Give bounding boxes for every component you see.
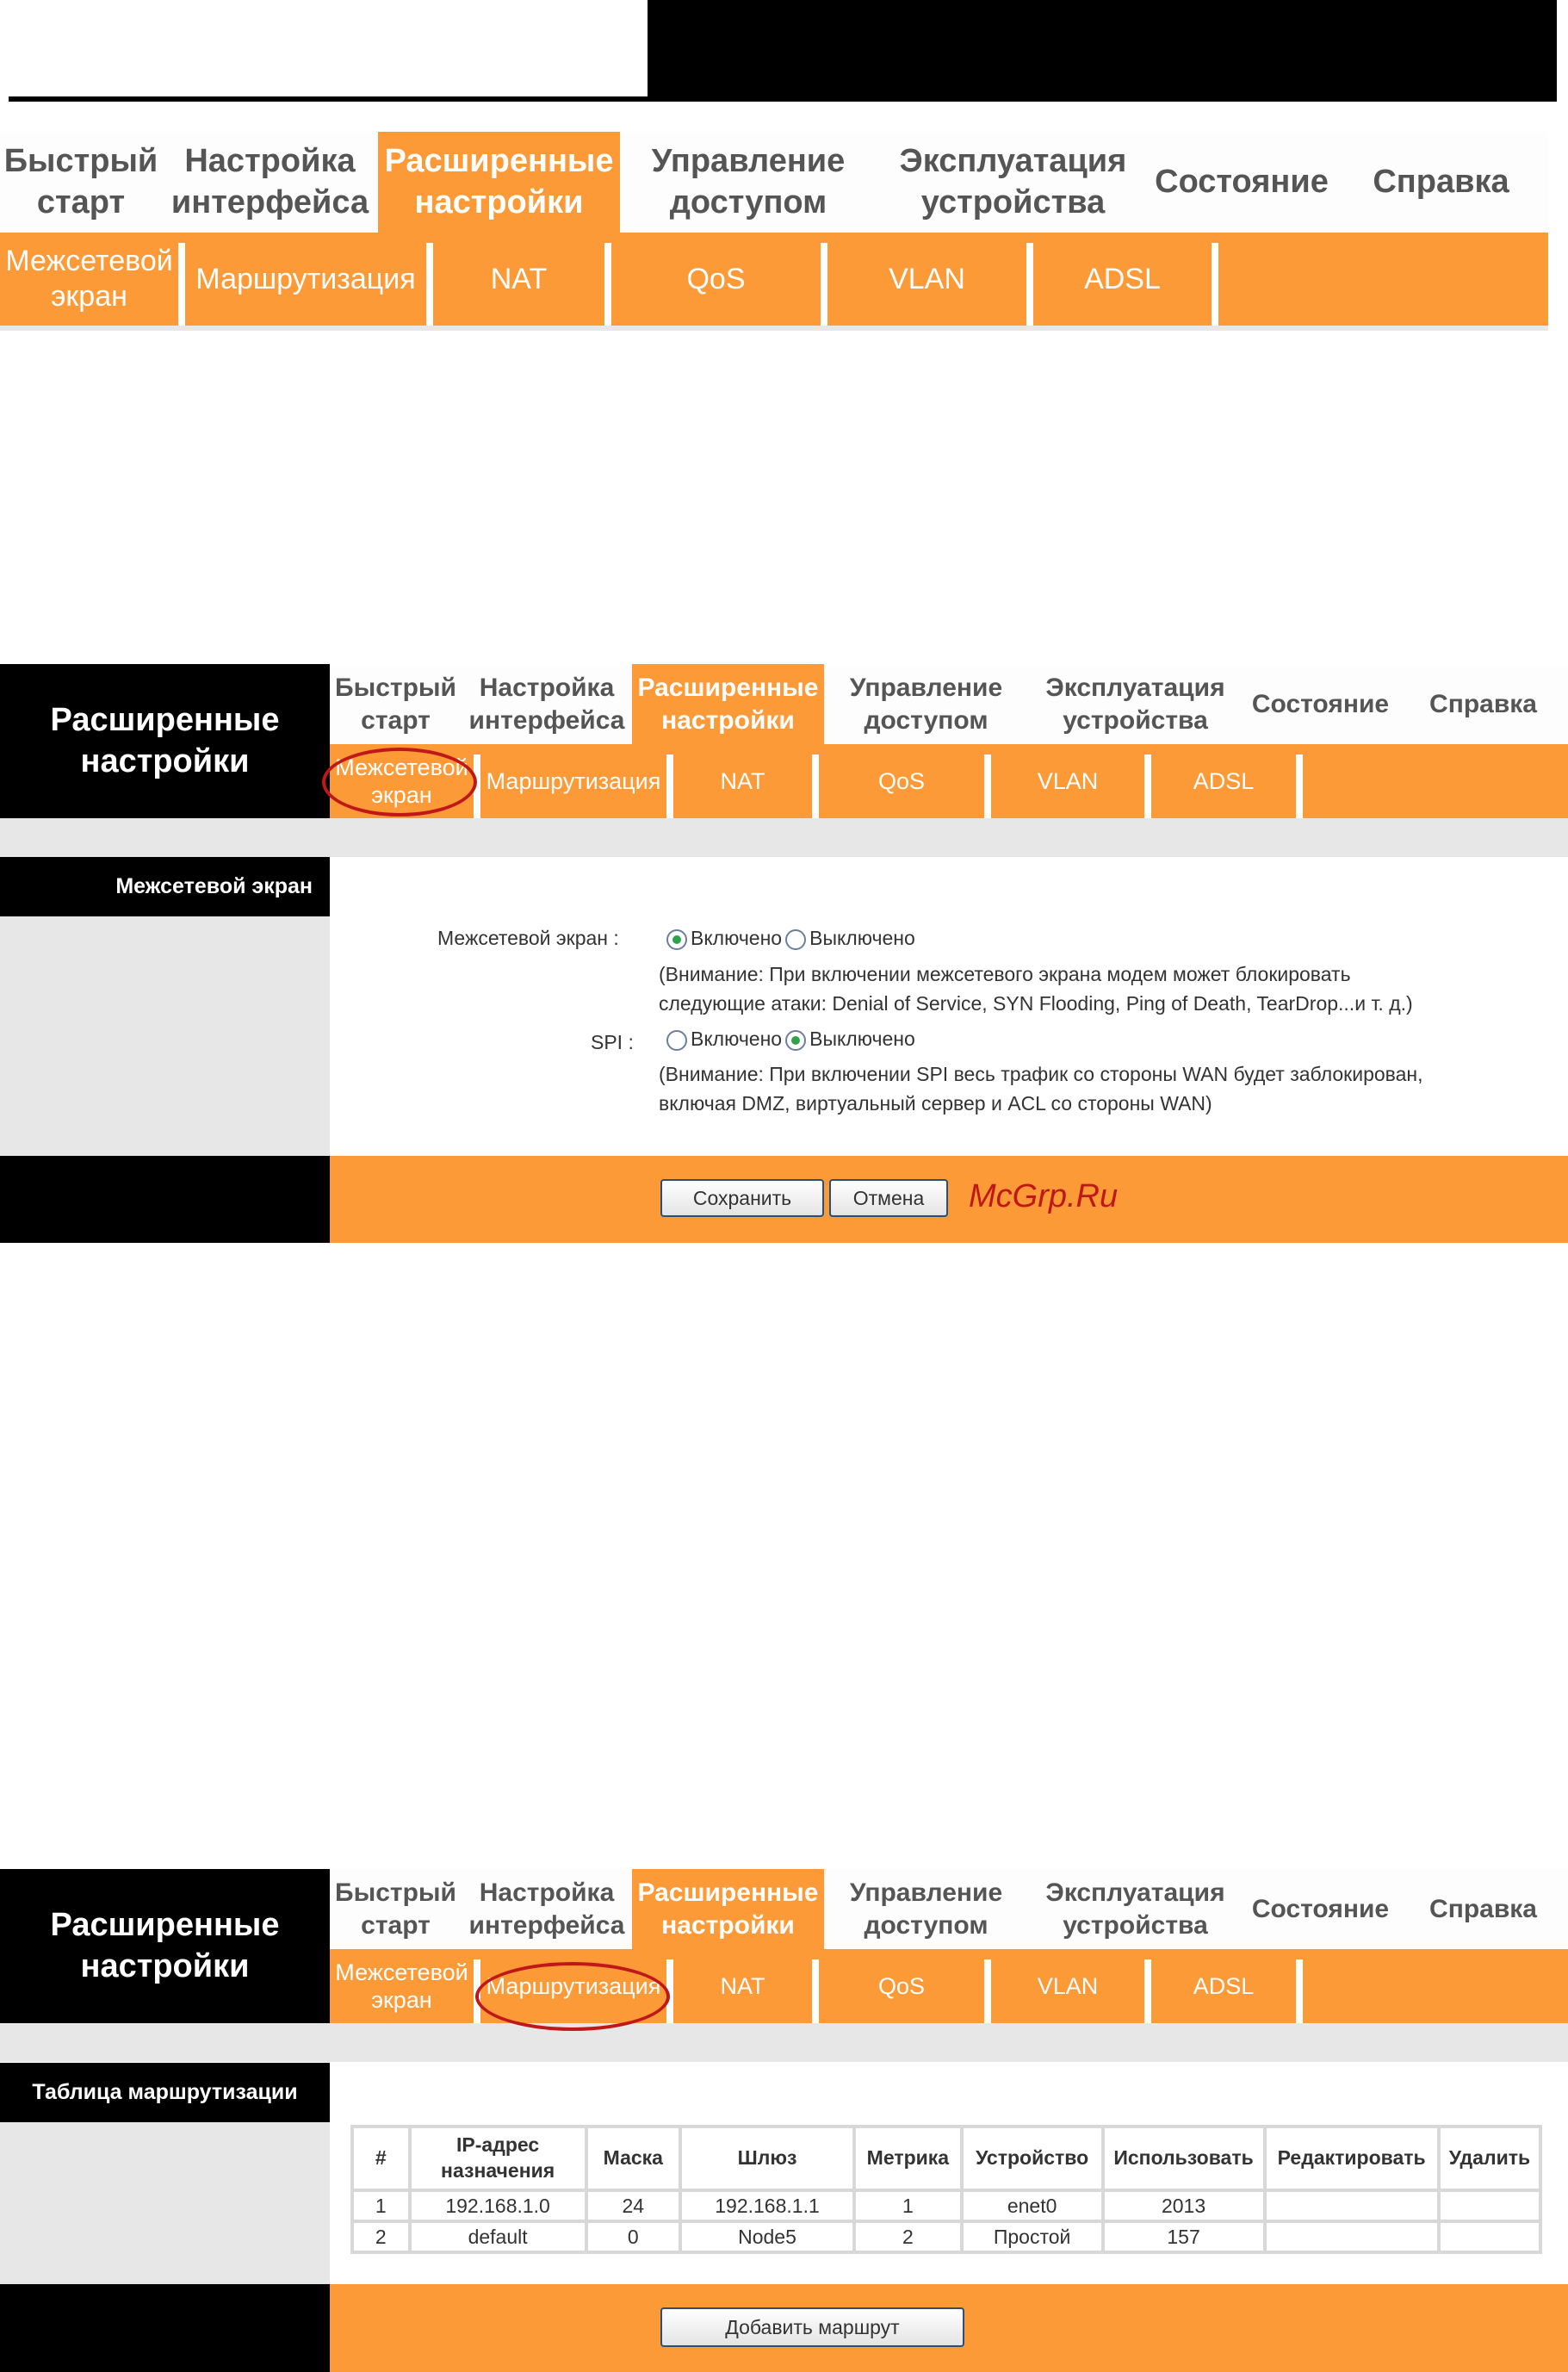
subtab-firewall[interactable]: Межсетевой экран bbox=[330, 744, 474, 818]
save-button[interactable]: Сохранить bbox=[660, 1179, 824, 1217]
column-header: IP-адрес назначения bbox=[412, 2128, 585, 2189]
footer-left bbox=[0, 2284, 330, 2372]
tab-maintenance[interactable]: Эксплуатация устройства bbox=[877, 132, 1150, 233]
table-cell: 157 bbox=[1105, 2223, 1263, 2251]
table-cell: Простой bbox=[964, 2223, 1101, 2251]
nav-underline bbox=[0, 326, 1548, 331]
radio-label: Включено bbox=[691, 927, 783, 949]
tab-status[interactable]: Состояние bbox=[1243, 1869, 1398, 1949]
subtab-adsl[interactable]: ADSL bbox=[1151, 1949, 1296, 2023]
table-row bbox=[354, 2223, 1539, 2251]
logo-area bbox=[0, 0, 648, 96]
subnav-separator bbox=[604, 243, 611, 326]
table-header-row bbox=[354, 2128, 1539, 2189]
subnav-separator bbox=[812, 1959, 819, 2023]
column-header: Устройство bbox=[964, 2128, 1101, 2189]
tab-help[interactable]: Справка bbox=[1398, 664, 1568, 744]
radio-label: Включено bbox=[691, 1028, 783, 1050]
table-cell bbox=[1267, 2192, 1437, 2220]
spi-radio-group bbox=[663, 1028, 915, 1051]
left-column bbox=[0, 916, 330, 1156]
subtab-nat[interactable]: NAT bbox=[673, 744, 812, 818]
table-cell: 0 bbox=[588, 2223, 679, 2251]
footer-bar bbox=[330, 1156, 1568, 1243]
tab-quick-start[interactable]: Быстрый старт bbox=[330, 664, 462, 744]
watermark: McGrp.Ru bbox=[969, 1178, 1119, 1214]
subtab-qos[interactable]: QoS bbox=[611, 233, 821, 326]
firewall-label: Межсетевой экран : bbox=[437, 927, 619, 949]
subnav-separator bbox=[1212, 243, 1218, 326]
tab-help[interactable]: Справка bbox=[1334, 132, 1548, 233]
subnav-separator bbox=[426, 243, 433, 326]
tab-access-management[interactable]: Управление доступом bbox=[824, 664, 1028, 744]
subnav-separator bbox=[666, 754, 673, 818]
tab-status[interactable]: Состояние bbox=[1150, 132, 1334, 233]
spi-note: включая DMZ, виртуальный сервер и ACL со стороны WAN) bbox=[659, 1092, 1212, 1115]
table-row bbox=[354, 2192, 1539, 2220]
column-header: Использовать bbox=[1105, 2128, 1263, 2189]
firewall-radio-on[interactable] bbox=[663, 927, 782, 949]
subtab-qos[interactable]: QoS bbox=[819, 744, 984, 818]
add-route-button[interactable]: Добавить маршрут bbox=[660, 2307, 964, 2347]
table-cell: 2013 bbox=[1105, 2192, 1263, 2220]
radio-label: Выключено bbox=[809, 927, 915, 949]
subtab-vlan[interactable]: VLAN bbox=[991, 744, 1144, 818]
table-cell: 1 bbox=[354, 2192, 408, 2220]
column-header: Шлюз bbox=[682, 2128, 852, 2189]
cancel-button[interactable]: Отмена bbox=[829, 1179, 948, 1217]
highlight-circle bbox=[475, 1962, 670, 2031]
subtab-firewall[interactable]: Межсетевой экран bbox=[330, 1949, 474, 2023]
left-column bbox=[0, 2122, 330, 2284]
tab-advanced-settings[interactable]: Расширенные настройки bbox=[378, 132, 620, 233]
tab-maintenance[interactable]: Эксплуатация устройства bbox=[1028, 664, 1243, 744]
firewall-radio-off[interactable] bbox=[782, 927, 915, 949]
tab-advanced-settings[interactable]: Расширенные настройки bbox=[632, 664, 824, 744]
table-cell: 192.168.1.0 bbox=[412, 2192, 585, 2220]
subtab-adsl[interactable]: ADSL bbox=[1033, 233, 1212, 326]
tab-status[interactable]: Состояние bbox=[1243, 664, 1398, 744]
spi-label: SPI : bbox=[591, 1031, 634, 1053]
subtab-nat[interactable]: NAT bbox=[673, 1949, 812, 2023]
banner bbox=[648, 0, 1557, 102]
tab-quick-start[interactable]: Быстрый старт bbox=[330, 1869, 462, 1949]
tab-interface-setup[interactable]: Настройка интерфейса bbox=[462, 664, 632, 744]
section-title: Расширенные настройки bbox=[0, 1869, 330, 2023]
subnav-separator bbox=[821, 243, 827, 326]
tab-access-management[interactable]: Управление доступом bbox=[824, 1869, 1028, 1949]
panel-header: Межсетевой экран bbox=[0, 857, 330, 916]
subnav-separator bbox=[1296, 1959, 1303, 2023]
table-cell: 1 bbox=[856, 2192, 959, 2220]
firewall-note: следующие атаки: Denial of Service, SYN Flooding, Ping of Death, TearDrop...и т. д.) bbox=[659, 992, 1413, 1015]
table-cell: Node5 bbox=[682, 2223, 852, 2251]
spacer-band bbox=[0, 818, 1568, 857]
tab-access-management[interactable]: Управление доступом bbox=[620, 132, 877, 233]
column-header: Удалить bbox=[1441, 2128, 1539, 2189]
subnav-separator bbox=[1026, 243, 1033, 326]
divider bbox=[9, 96, 648, 102]
spi-radio-off[interactable] bbox=[782, 1028, 915, 1050]
radio-icon bbox=[785, 1030, 806, 1051]
column-header: Маска bbox=[588, 2128, 679, 2189]
table-cell bbox=[1267, 2223, 1437, 2251]
spi-note: (Внимание: При включении SPI весь трафик со стороны WAN будет заблокирован, bbox=[659, 1063, 1423, 1085]
footer-left bbox=[0, 1156, 330, 1243]
tab-interface-setup[interactable]: Настройка интерфейса bbox=[162, 132, 378, 233]
column-header: Редактировать bbox=[1267, 2128, 1437, 2189]
subnav-separator bbox=[178, 243, 185, 326]
tab-maintenance[interactable]: Эксплуатация устройства bbox=[1028, 1869, 1243, 1949]
routing-table bbox=[350, 2125, 1542, 2254]
spi-radio-on[interactable] bbox=[663, 1028, 782, 1050]
firewall-radio-group bbox=[663, 927, 915, 950]
spacer-band bbox=[0, 2023, 1568, 2062]
tab-interface-setup[interactable]: Настройка интерфейса bbox=[462, 1869, 632, 1949]
subnav-separator bbox=[984, 754, 991, 818]
subtab-adsl[interactable]: ADSL bbox=[1151, 744, 1296, 818]
section-title: Расширенные настройки bbox=[0, 664, 330, 818]
table-cell: enet0 bbox=[964, 2192, 1101, 2220]
tab-quick-start[interactable]: Быстрый старт bbox=[0, 132, 162, 233]
column-header: # bbox=[354, 2128, 408, 2189]
radio-icon bbox=[666, 929, 687, 950]
subtab-qos[interactable]: QoS bbox=[819, 1949, 984, 2023]
table-cell bbox=[1441, 2223, 1539, 2251]
subnav-separator bbox=[1144, 754, 1151, 818]
subtab-routing[interactable]: Маршрутизация bbox=[480, 1949, 666, 2023]
table-cell: default bbox=[412, 2223, 585, 2251]
panel-header: Таблица маршрутизации bbox=[0, 2063, 330, 2122]
table-cell bbox=[1441, 2192, 1539, 2220]
subtab-firewall[interactable]: Межсетевой экран bbox=[0, 233, 178, 326]
column-header: Метрика bbox=[856, 2128, 959, 2189]
tab-advanced-settings[interactable]: Расширенные настройки bbox=[632, 1869, 824, 1949]
tab-help[interactable]: Справка bbox=[1398, 1869, 1568, 1949]
radio-label: Выключено bbox=[809, 1028, 915, 1050]
subnav-separator bbox=[812, 754, 819, 818]
subtab-nat[interactable]: NAT bbox=[433, 233, 604, 326]
highlight-circle bbox=[322, 748, 477, 817]
table-cell: 192.168.1.1 bbox=[682, 2192, 852, 2220]
subtab-routing[interactable]: Маршрутизация bbox=[185, 233, 426, 326]
subnav-separator bbox=[1144, 1959, 1151, 2023]
table-cell: 24 bbox=[588, 2192, 679, 2220]
firewall-note: (Внимание: При включении межсетевого экрана модем может блокировать bbox=[659, 963, 1351, 985]
subnav-separator bbox=[1296, 754, 1303, 818]
subtab-vlan[interactable]: VLAN bbox=[991, 1949, 1144, 2023]
radio-icon bbox=[666, 1030, 687, 1051]
table-cell: 2 bbox=[856, 2223, 959, 2251]
subnav-separator bbox=[984, 1959, 991, 2023]
radio-icon bbox=[785, 929, 806, 950]
table-cell: 2 bbox=[354, 2223, 408, 2251]
subtab-vlan[interactable]: VLAN bbox=[827, 233, 1026, 326]
subtab-routing[interactable]: Маршрутизация bbox=[480, 744, 666, 818]
